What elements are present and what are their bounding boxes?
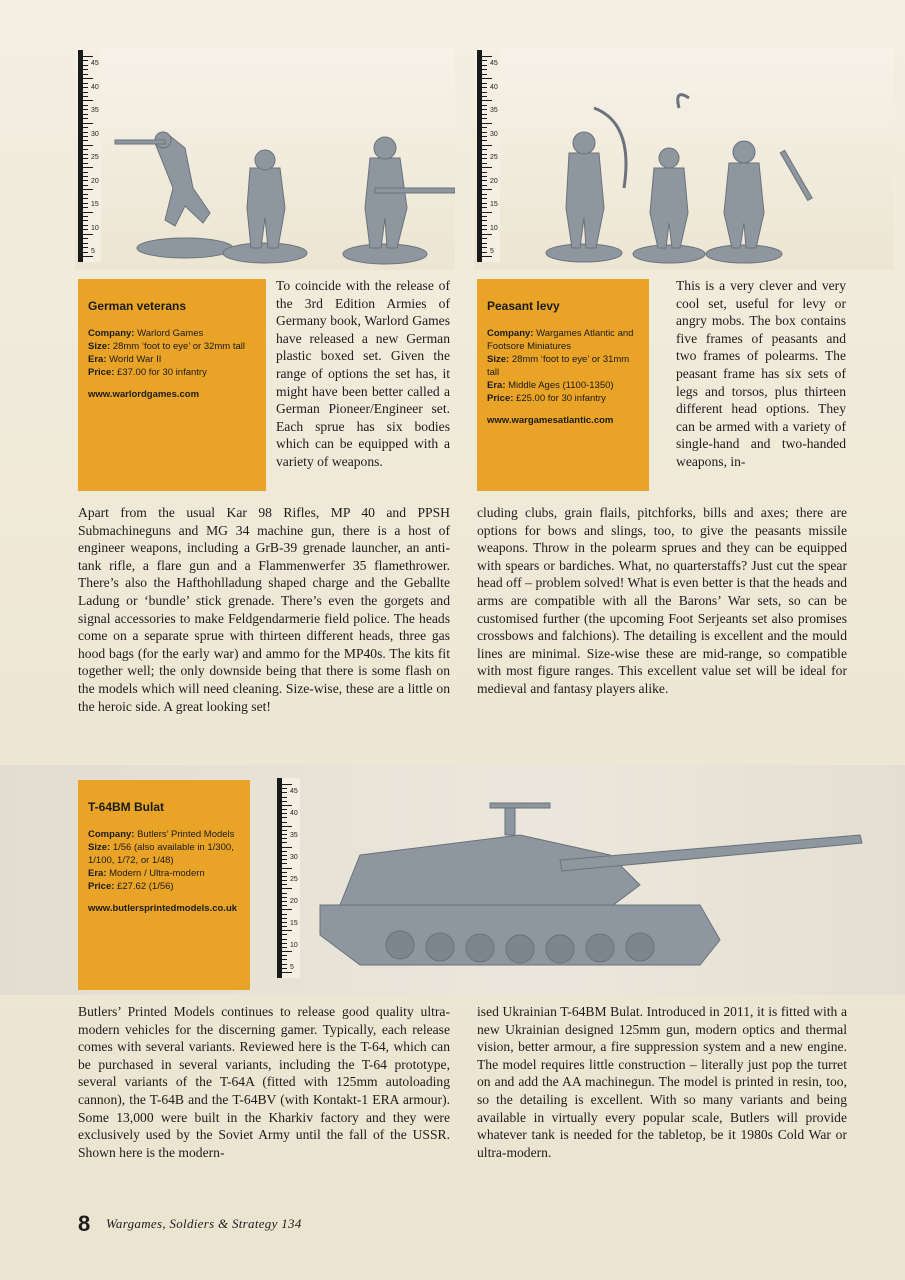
german-veterans-photo xyxy=(75,48,455,270)
ruler-tick xyxy=(83,176,88,177)
ruler-tick xyxy=(282,838,287,839)
german-veterans-info-box xyxy=(78,279,266,491)
ruler-tick xyxy=(83,140,88,141)
ruler-tick xyxy=(482,220,487,221)
ruler-tick xyxy=(282,947,287,948)
ruler-tick xyxy=(83,60,88,61)
ruler-tick xyxy=(282,868,292,869)
tank-text-col2: ised Ukrainian T-64BM Bulat. Introduced in 2011, it is fitted with a new Ukrainian designed 125mm gun, modern optics and thermal vision, better armour, a fire suppression system and a new engine. The model requires little construction – literally just pop the turret on and add the AA machinegun. The model is printed in resin, too, so the detailing is excellent. With so many variants and being available in virtually every popular scale, Butlers will provide whatever tank is needed for the tabletop, be it 1980s Cold War or ultra-modern. xyxy=(477,1004,847,1160)
ruler-tick xyxy=(282,863,287,864)
box-title: German veterans xyxy=(88,299,187,313)
ruler-tick xyxy=(83,198,88,199)
ruler-tick xyxy=(83,185,88,186)
ruler-tick xyxy=(83,105,88,106)
era-value: Middle Ages (1100-1350) xyxy=(508,380,614,391)
ruler-tick xyxy=(282,797,287,798)
ruler-tick xyxy=(83,194,88,195)
ruler-tick xyxy=(282,801,287,802)
company-label: Company: xyxy=(88,829,135,840)
ruler-label: 45 xyxy=(490,60,498,67)
ruler-label: 40 xyxy=(290,810,298,817)
ruler-tick xyxy=(282,817,287,818)
german-body-text: Apart from the usual Kar 98 Rifles, MP 40 and PPSH Submachineguns and MG 34 machine gun, there is a host of engineer weapons, including a GrB-39 grenade launcher, an anti-tank rifle, a flare gun and a Flammenwerfer 35 flamethrower. There’s also the Hafthohlladung shaped charge and the Geballte Ladung or ‘bundle’ stick grenade. There’s even the gorgets and signal accessories to make Feldgendarmerie field police. The heads come on a separate sprue with thirteen different heads, three gas hood bags (for the early war) and ammo for the MP40s. The kits fit together well; the only downside being that there is some flash on the models which will need cleaning. Size-wise, these are a little on the heroic side. A great looking set! xyxy=(78,505,450,714)
ruler-tick xyxy=(482,127,487,128)
peasant-body-text: cluding clubs, grain flails, pitchforks, bills and axes; there are options for bows and slings, too, to give the peasants missile weapons. Throw in the polearm sprues and they can be equipped with spears or bardiches. What, no quarterstaffs? Just cut the spear head off – problem solved! What is even better is that the heads and arms are compatible with all the Barons’ War sets, so can be customised further (the upcoming Foot Serjeants set also promises crossbows and falchions). The detailing is excellent and the mould lines are minimal. Size-wise these are mid-range, so compatible with most figure ranges. This excellent value set will be ideal for medieval and fantasy players alike. xyxy=(477,505,847,696)
ruler-tick xyxy=(83,189,93,190)
ruler-tick xyxy=(282,813,287,814)
ruler-tick xyxy=(83,56,93,57)
box-title: Peasant levy xyxy=(487,299,560,313)
ruler-tick xyxy=(282,826,292,827)
ruler-tick xyxy=(83,154,88,155)
ruler-label: 20 xyxy=(490,177,498,185)
ruler-tick xyxy=(282,972,292,973)
ruler-tick xyxy=(83,136,88,137)
ruler-tick xyxy=(83,96,88,97)
size-value: 28mm ‘foot to eye’ or 31mm tall xyxy=(487,354,630,378)
ruler-tick xyxy=(282,905,287,906)
ruler-tick xyxy=(83,87,88,88)
price-value: £37.00 for 30 infantry xyxy=(117,367,207,378)
ruler-tick xyxy=(83,145,93,146)
era-label: Era: xyxy=(487,380,506,391)
ruler-tick xyxy=(482,216,487,217)
company-value: Warlord Games xyxy=(137,328,204,339)
ruler-tick xyxy=(482,87,487,88)
ruler-label: 10 xyxy=(91,224,99,232)
ruler-tick xyxy=(83,238,88,239)
ruler-tick xyxy=(282,934,287,935)
ruler-tick xyxy=(282,893,287,894)
ruler-tick xyxy=(83,243,88,244)
ruler-tick xyxy=(482,163,487,164)
magazine-title: Wargames, Soldiers & Strategy 134 xyxy=(106,1216,302,1231)
ruler-label: 5 xyxy=(290,964,294,971)
ruler-tick xyxy=(83,229,88,230)
ruler-label: 25 xyxy=(490,154,498,161)
ruler-tick xyxy=(282,909,292,910)
ruler-tick xyxy=(282,943,287,944)
size-value: 1/56 (also available in 1/300, 1/100, 1/72, or 1/48) xyxy=(88,842,234,866)
ruler-tick xyxy=(83,172,88,173)
ruler-tick xyxy=(482,207,487,208)
ruler-tick xyxy=(282,805,292,806)
website-link[interactable]: www.wargamesatlantic.com xyxy=(487,415,614,426)
ruler-tick xyxy=(83,127,88,128)
price-label: Price: xyxy=(487,393,514,404)
ruler-tick xyxy=(282,959,287,960)
era-label: Era: xyxy=(88,868,107,879)
german-intro-text: To coincide with the release of the 3rd Edition Armies of Germany book, Warlord Games have released a new German plastic boxed set. Given the range of options the set has, it might have been better called a German Pioneer/Engineer set. Each sprue has six bodies which can be equipped with a variety of weapons. xyxy=(276,278,450,469)
ruler-tick xyxy=(482,243,487,244)
ruler-tick xyxy=(282,830,287,831)
ruler-tick xyxy=(83,180,88,181)
ruler-tick xyxy=(282,884,287,885)
ruler-tick xyxy=(482,136,487,137)
scale-ruler xyxy=(277,778,300,978)
ruler-tick xyxy=(482,78,492,79)
ruler-tick xyxy=(282,922,287,923)
ruler-tick xyxy=(83,92,88,93)
ruler-tick xyxy=(482,176,487,177)
ruler-tick xyxy=(482,167,492,168)
ruler-tick xyxy=(282,914,287,915)
ruler-tick xyxy=(83,118,88,119)
ruler-tick xyxy=(482,96,487,97)
ruler-tick xyxy=(282,855,287,856)
ruler-tick xyxy=(482,83,487,84)
ruler-tick xyxy=(482,252,487,253)
ruler-tick xyxy=(83,109,88,110)
ruler-tick xyxy=(83,100,93,101)
ruler-label: 10 xyxy=(490,224,498,232)
scale-ruler xyxy=(78,50,101,262)
ruler-tick xyxy=(83,247,88,248)
company-label: Company: xyxy=(487,328,534,339)
ruler-label: 5 xyxy=(490,248,494,255)
ruler-tick xyxy=(482,60,487,61)
ruler-tick xyxy=(482,123,492,124)
era-value: Modern / Ultra-modern xyxy=(109,868,205,879)
ruler-tick xyxy=(482,118,487,119)
ruler-tick xyxy=(282,901,287,902)
peasant-miniatures-illustration xyxy=(474,48,894,270)
scale-ruler xyxy=(477,50,500,262)
price-value: £27.62 (1/56) xyxy=(117,881,174,892)
ruler-tick xyxy=(83,225,88,226)
ruler-tick xyxy=(83,65,88,66)
ruler-tick xyxy=(482,149,487,150)
ruler-tick xyxy=(482,132,487,133)
ruler-tick xyxy=(83,123,93,124)
ruler-tick xyxy=(482,256,492,257)
ruler-label: 15 xyxy=(91,201,99,208)
ruler-label: 45 xyxy=(290,788,298,795)
ruler-tick xyxy=(83,167,93,168)
ruler-label: 40 xyxy=(490,83,498,91)
ruler-tick xyxy=(282,951,292,952)
ruler-label: 20 xyxy=(290,898,298,905)
ruler-tick xyxy=(83,212,93,213)
peasant-intro-text: This is a very clever and very cool set, useful for levy or angry mobs. The box contains five frames of peasants and two frames of polearms. The peasant frame has six sets of legs and torsos, plus thirteen different head options. They can be armed with a variety of single-hand and two-handed weapons, in- xyxy=(676,278,846,469)
ruler-label: 30 xyxy=(290,854,298,861)
company-value: Butlers’ Printed Models xyxy=(137,829,235,840)
tank-text-col1: Butlers’ Printed Models continues to release good quality ultra-modern vehicles for the discerning gamer. Typically, each release comes with several variants. Reviewed here is the T-64, which can be purchased in several variants, including the T-64 prototype, several variants of the T-64A (fitted with 125mm autoloading cannon), the T-64B and the T-64BV (with Kontakt-1 ERA armour). Some 13,000 were built in the Kharkiv factory and they were exclusively used by the Soviet Army until the fall of the USSR. Shown here is the modern- xyxy=(78,1004,450,1160)
ruler-label: 25 xyxy=(91,154,99,161)
ruler-tick xyxy=(282,847,292,848)
ruler-tick xyxy=(282,822,287,823)
website-link[interactable]: www.butlersprintedmodels.co.uk xyxy=(88,903,238,914)
size-label: Size: xyxy=(88,842,111,853)
ruler-tick xyxy=(482,198,487,199)
ruler-tick xyxy=(83,256,93,257)
ruler-label: 45 xyxy=(91,60,99,67)
ruler-tick xyxy=(482,158,487,159)
size-label: Size: xyxy=(487,354,510,365)
ruler-label: 30 xyxy=(490,130,498,138)
ruler-tick xyxy=(482,225,487,226)
ruler-label: 35 xyxy=(290,832,298,839)
ruler-tick xyxy=(282,880,287,881)
ruler-tick xyxy=(282,930,292,931)
box-title: T-64BM Bulat xyxy=(88,800,165,814)
ruler-tick xyxy=(482,234,492,235)
size-value: 28mm ‘foot to eye’ or 32mm tall xyxy=(112,341,245,352)
ruler-tick xyxy=(482,105,487,106)
peasant-levy-info-box xyxy=(477,279,649,491)
ruler-tick xyxy=(83,203,88,204)
ruler-label: 30 xyxy=(91,130,99,138)
ruler-tick xyxy=(482,140,487,141)
ruler-tick xyxy=(282,784,292,785)
ruler-label: 15 xyxy=(290,920,298,927)
ruler-tick xyxy=(282,955,287,956)
ruler-tick xyxy=(482,203,487,204)
ruler-tick xyxy=(83,74,88,75)
ruler-label: 35 xyxy=(490,107,498,114)
ruler-label: 15 xyxy=(490,201,498,208)
ruler-tick xyxy=(482,238,487,239)
ruler-label: 35 xyxy=(91,107,99,114)
ruler-tick xyxy=(83,114,88,115)
ruler-tick xyxy=(83,69,88,70)
ruler-tick xyxy=(482,212,492,213)
ruler-tick xyxy=(83,207,88,208)
peasant-levy-photo xyxy=(474,48,894,270)
ruler-tick xyxy=(482,154,487,155)
ruler-tick xyxy=(282,851,287,852)
t64-info-box xyxy=(78,780,250,990)
ruler-tick xyxy=(482,229,487,230)
ruler-label: 5 xyxy=(91,248,95,255)
ruler-tick xyxy=(83,83,88,84)
price-label: Price: xyxy=(88,367,115,378)
ruler-tick xyxy=(282,809,287,810)
ruler-tick xyxy=(83,252,88,253)
ruler-label: 10 xyxy=(290,942,298,949)
page-number: 8 xyxy=(78,1211,91,1236)
ruler-tick xyxy=(482,180,487,181)
era-label: Era: xyxy=(88,354,107,365)
ruler-tick xyxy=(282,834,287,835)
ruler-label: 40 xyxy=(91,83,99,91)
ruler-tick xyxy=(282,897,287,898)
ruler-tick xyxy=(482,74,487,75)
ruler-tick xyxy=(482,185,487,186)
ruler-tick xyxy=(83,132,88,133)
ruler-tick xyxy=(282,968,287,969)
ruler-tick xyxy=(282,859,287,860)
ruler-tick xyxy=(282,788,287,789)
ruler-tick xyxy=(282,964,287,965)
size-label: Size: xyxy=(88,341,111,352)
ruler-tick xyxy=(282,872,287,873)
price-value: £25.00 for 30 infantry xyxy=(516,393,606,404)
ruler-tick xyxy=(83,220,88,221)
ruler-tick xyxy=(482,56,492,57)
ruler-tick xyxy=(482,92,487,93)
ruler-tick xyxy=(482,100,492,101)
ruler-tick xyxy=(482,189,492,190)
ruler-tick xyxy=(83,78,93,79)
german-miniatures-illustration xyxy=(75,48,455,270)
ruler-tick xyxy=(482,109,487,110)
ruler-tick xyxy=(83,149,88,150)
era-value: World War II xyxy=(109,354,162,365)
ruler-tick xyxy=(282,842,287,843)
ruler-tick xyxy=(83,163,88,164)
ruler-label: 20 xyxy=(91,177,99,185)
ruler-tick xyxy=(83,216,88,217)
ruler-tick xyxy=(282,888,292,889)
ruler-tick xyxy=(282,876,287,877)
ruler-tick xyxy=(83,158,88,159)
ruler-tick xyxy=(482,194,487,195)
ruler-tick xyxy=(282,926,287,927)
website-link[interactable]: www.warlordgames.com xyxy=(88,389,200,400)
ruler-tick xyxy=(282,939,287,940)
ruler-tick xyxy=(482,172,487,173)
ruler-tick xyxy=(482,247,487,248)
ruler-tick xyxy=(482,65,487,66)
company-value: Wargames Atlantic and Footsore Miniatures xyxy=(487,328,634,352)
ruler-tick xyxy=(282,918,287,919)
ruler-tick xyxy=(282,792,287,793)
company-label: Company: xyxy=(88,328,135,339)
ruler-tick xyxy=(83,234,93,235)
ruler-tick xyxy=(482,145,492,146)
price-label: Price: xyxy=(88,881,115,892)
ruler-label: 25 xyxy=(290,876,298,883)
ruler-tick xyxy=(482,69,487,70)
ruler-tick xyxy=(482,114,487,115)
